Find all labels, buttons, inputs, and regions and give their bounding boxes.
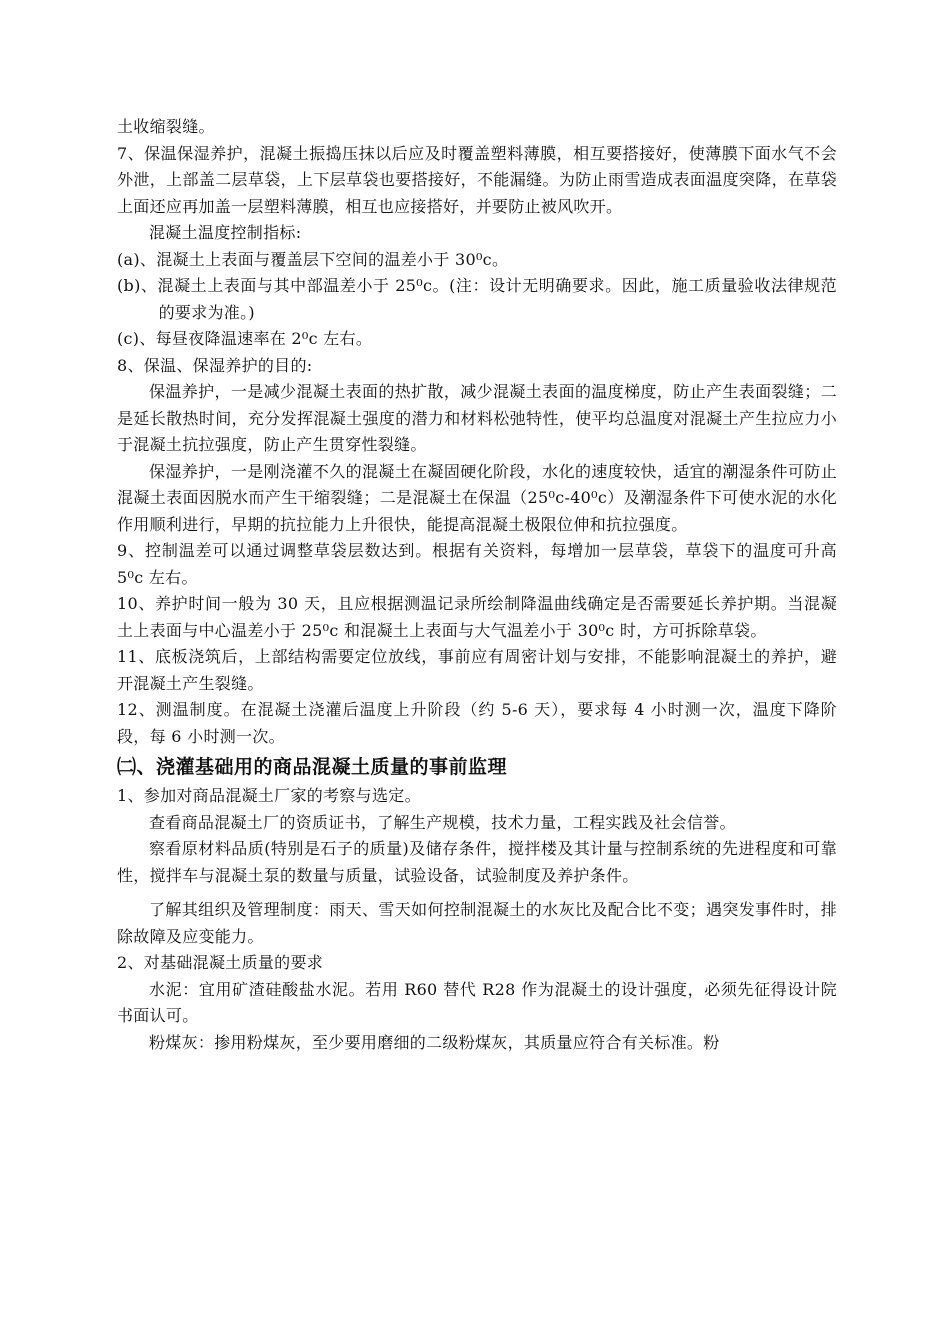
spacer: [117, 889, 837, 897]
paragraph: 2、对基础混凝土质量的要求: [117, 953, 324, 972]
paragraph: 察看原材料品质(特别是石子的质量)及储存条件，搅拌楼及其计量与控制系统的先进程度和可靠性，搅拌车与混凝土泵的数量与质量，试验设备，试验制度及养护条件。: [117, 839, 837, 885]
paragraph: 12、测温制度。在混凝土浇灌后温度上升阶段（约 5-6 天），要求每 4 小时测一次，温度下降阶段，每 6 小时测一次。: [117, 700, 837, 746]
list-item: (a)、混凝土上表面与覆盖层下空间的温差小于 30⁰c。: [117, 249, 509, 269]
paragraph: 1、参加对商品混凝土厂家的考察与选定。: [117, 786, 421, 805]
paragraph: 土收缩裂缝。: [117, 117, 215, 136]
paragraph: 查看商品混凝土厂的资质证书，了解生产规模，技术力量，工程实践及社会信誉。: [149, 812, 736, 832]
section-heading: ㈡、浇灌基础用的商品混凝土质量的事前监理: [117, 756, 508, 778]
paragraph: 保湿养护，一是刚浇灌不久的混凝土在凝固硬化阶段，水化的速度较快，适宜的潮湿条件可防止混凝土表面因脱水而产生干缩裂缝；二是混凝土在保温（25⁰c-40⁰c）及潮湿条件下可使水泥的水化作用顺利进行，早期的抗拉能力上升很快，能提高混凝土极限位伸和抗拉强度。: [117, 461, 837, 534]
list-item: (c)、每昼夜降温速率在 2⁰c 左右。: [117, 329, 373, 348]
paragraph: 11、底板浇筑后，上部结构需要定位放线，事前应有周密计划与安排，不能影响混凝土的养护，避开混凝土产生裂缝。: [117, 647, 837, 693]
paragraph: 粉煤灰：掺用粉煤灰，至少要用磨细的二级粉煤灰，其质量应符合有关标准。粉: [149, 1032, 720, 1052]
paragraph: 混凝土温度控制指标:: [149, 223, 302, 242]
paragraph: 保温养护，一是减少混凝土表面的热扩散，减少混凝土表面的温度梯度，防止产生表面裂缝；二是延长散热时间，充分发挥混凝土强度的潜力和材料松弛特性，使平均总温度对混凝土产生拉应力小于混凝土抗拉强度，防止产生贯穿性裂缝。: [117, 382, 837, 454]
paragraph: 9、控制温差可以通过调整草袋层数达到。根据有关资料，每增加一层草袋，草袋下的温度可升高 5⁰c 左右。: [117, 541, 837, 587]
paragraph: 7、保温保湿养护，混凝土振捣压抹以后应及时覆盖塑料薄膜，相互要搭接好，使薄膜下面水气不会外泄，上部盖二层草袋，上下层草袋也要搭接好，不能漏缝。为防止雨雪造成表面温度突降，在草袋上面还应再加盖一层塑料薄膜，相互也应接搭好，并要防止被风吹开。: [117, 143, 837, 216]
paragraph: 8、保温、保湿养护的目的:: [117, 355, 313, 375]
paragraph: 10、养护时间一般为 30 天，且应根据测温记录所绘制降温曲线确定是否需要延长养护期。当混凝土上表面与中心温差小于 25⁰c 和混凝土上表面与大气温差小于 30⁰c 时，方可拆除草袋。: [117, 594, 837, 640]
paragraph: 水泥：宜用矿渣硅酸盐水泥。若用 R60 替代 R28 作为混凝土的设计强度，必须先征得设计院书面认可。: [117, 979, 837, 1025]
paragraph: 了解其组织及管理制度：雨天、雪天如何控制混凝土的水灰比及配合比不变；遇突发事件时，排除故障及应变能力。: [117, 900, 837, 946]
document-page: [117, 114, 837, 1056]
list-item: (b)、混凝土上表面与其中部温差小于 25⁰c。(注：设计无明确要求。因此，施工质量验收法律规范的要求为准。): [117, 276, 837, 322]
